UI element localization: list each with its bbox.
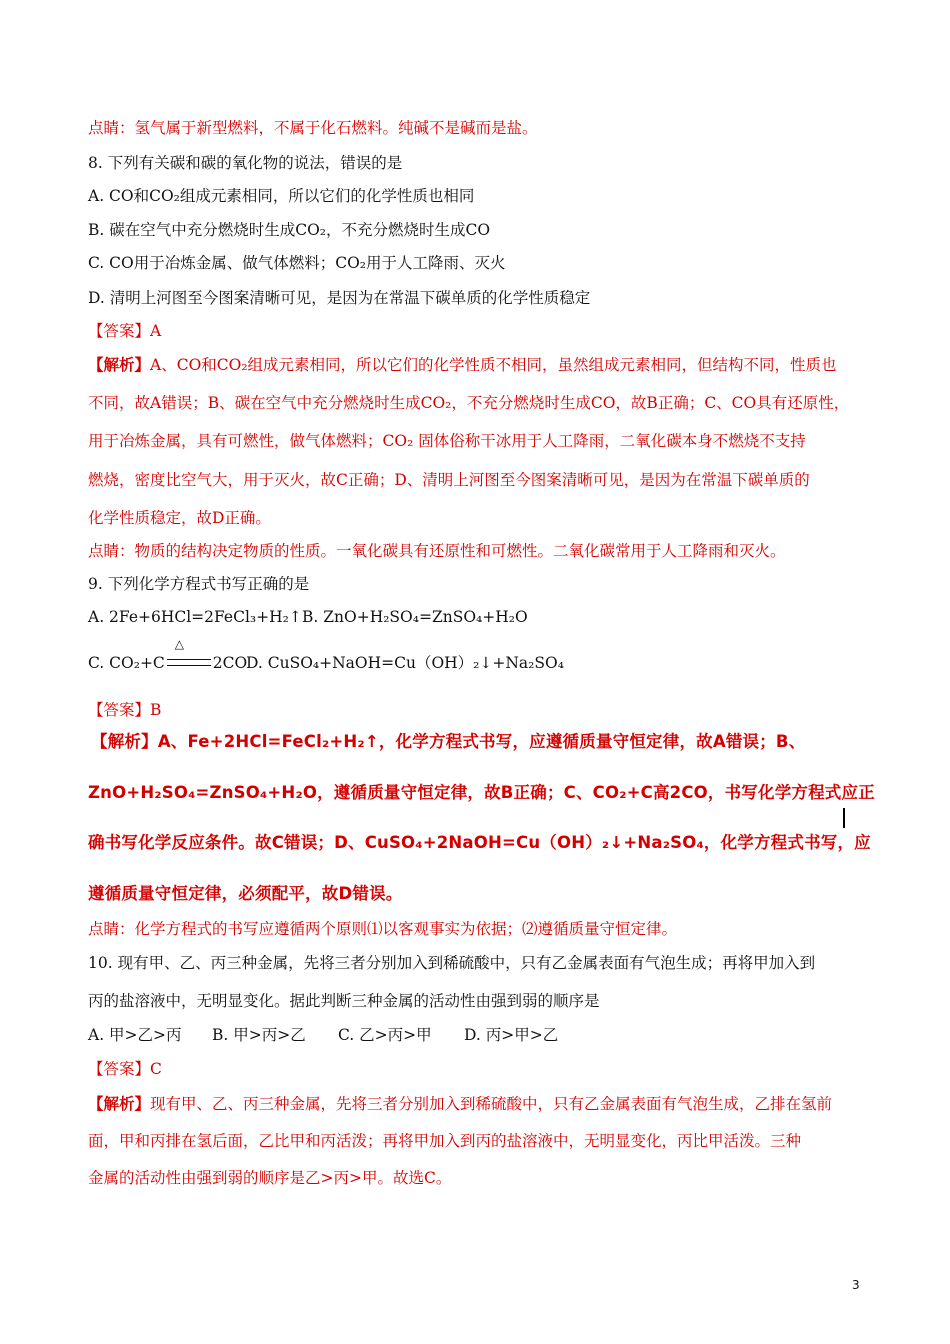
q10-stem-line-1: 10. 现有甲、乙、丙三种金属，先将三者分别加入到稀硫酸中，只有乙金属表面有气泡生成；再将甲加入到 [88,954,816,972]
q8-analysis-line-1 [88,354,870,376]
q9-analysis-line-4: 遵循质量守恒定律，必须配平，故D错误。 [88,884,403,903]
q8-analysis-label: 【解析】 [88,355,151,374]
q9-option-a: A. 2Fe+6HCl=2FeCl₃+H₂↑ [88,608,302,626]
q8-option-a: A. CO和CO₂组成元素相同，所以它们的化学性质也相同 [88,187,475,205]
q10-option-a: A. 甲>乙>丙 [88,1026,182,1044]
q9-analysis-label: 【解析】 [91,732,158,751]
q8-analysis-line-5: 化学性质稳定，故D正确。 [88,509,271,527]
q8-answer: 【答案】A [88,322,162,340]
tip-q9: 点睛：化学方程式的书写应遵循两个原则⑴以客观事实为依据；⑵遵循质量守恒定律。 [88,920,678,938]
q10-analysis-line-2: 面，甲和丙排在氢后面，乙比甲和丙活泼；再将甲加入到丙的盐溶液中，无明显变化，丙比甲活泼。三种 [88,1132,802,1150]
q8-stem: 8. 下列有关碳和碳的氧化物的说法，错误的是 [88,154,403,172]
q10-option-b: B. 甲>丙>乙 [212,1026,306,1044]
double-line-icon [167,659,211,666]
q10-stem-line-2: 丙的盐溶液中，无明显变化。据此判断三种金属的活动性由强到弱的顺序是 [88,992,600,1010]
q9-analysis-line-3: 确书写化学反应条件。故C错误；D、CuSO₄+2NaOH=Cu（OH）₂↓+Na₂SO₄，化学方程式书写，应 [88,833,871,852]
tip-q7: 点睛：氢气属于新型燃料，不属于化石燃料。纯碱不是碱而是盐。 [88,119,538,137]
q9-options-ab [88,606,870,628]
tip-q8: 点睛：物质的结构决定物质的性质。一氧化碳具有还原性和可燃性。二氧化碳常用于人工降雨和灭火。 [88,542,786,560]
q9-option-d: D. CuSO₄+NaOH=Cu（OH）₂↓+Na₂SO₄ [246,654,564,672]
q8-analysis-line-3: 用于冶炼金属，具有可燃性，做气体燃料；CO₂ 固体俗称干冰用于人工降雨，二氧化碳本身不燃烧不支持 [88,432,806,450]
q9-answer: 【答案】B [88,701,162,719]
q10-analysis-line-1 [88,1093,870,1115]
q8-analysis-line-4: 燃烧，密度比空气大，用于灭火，故C正确；D、清明上河图至今图案清晰可见，是因为在常温下碳单质的 [88,471,810,489]
q9-options-cd [88,637,870,674]
q8-analysis-line-2: 不同，故A错误；B、碳在空气中充分燃烧时生成CO₂，不充分燃烧时生成CO，故B正确；C、CO具有还原性， [88,394,850,412]
q10-analysis-line-3: 金属的活动性由强到弱的顺序是乙>丙>甲。故选C。 [88,1169,452,1187]
heat-condition [165,637,213,674]
q10-options [88,1024,870,1046]
q8-analysis-text: A、CO和CO₂组成元素相同，所以它们的化学性质不相同，虽然组成元素相同，但结构不同，性质也 [150,356,837,374]
q10-option-d: D. 丙>甲>乙 [464,1026,559,1044]
q10-analysis-label: 【解析】 [88,1094,151,1113]
q8-option-d: D. 清明上河图至今图案清晰可见，是因为在常温下碳单质的化学性质稳定 [88,289,591,307]
q9-option-b: B. ZnO+H₂SO₄=ZnSO₄+H₂O [302,608,528,626]
page-number: 3 [852,1278,860,1292]
q9-analysis-line-1 [91,731,870,753]
q9-option-c-right: 2CO [212,654,248,672]
q9-stem: 9. 下列化学方程式书写正确的是 [88,575,310,593]
q9-analysis-line-2: ZnO+H₂SO₄=ZnSO₄+H₂O，遵循质量守恒定律，故B正确；C、CO₂+C高2CO，书写化学方程式应正 [88,783,875,802]
q8-option-b: B. 碳在空气中充分燃烧时生成CO₂，不充分燃烧时生成CO [88,221,491,239]
q10-answer: 【答案】C [88,1060,162,1078]
q8-option-c: C. CO用于冶炼金属、做气体燃料；CO₂用于人工降雨、灭火 [88,254,506,272]
q9-analysis-text: A、Fe+2HCl=FeCl₂+H₂↑，化学方程式书写，应遵循质量守恒定律，故A错误；B、 [157,732,806,751]
heat-triangle-icon: △ [174,637,185,651]
q9-option-c-left: C. CO₂+C [88,654,165,672]
q10-analysis-text: 现有甲、乙、丙三种金属，先将三者分别加入到稀硫酸中，只有乙金属表面有气泡生成，乙排在氢前 [150,1095,833,1113]
text-cursor [843,808,845,828]
q10-option-c: C. 乙>丙>甲 [338,1026,432,1044]
q9-option-c [88,637,248,674]
